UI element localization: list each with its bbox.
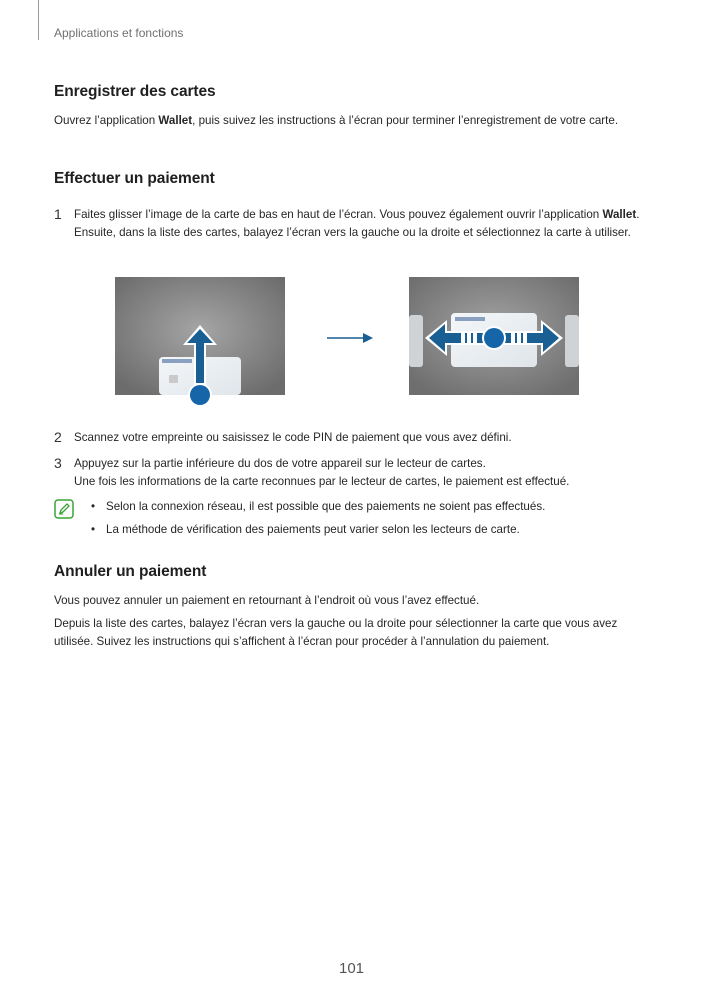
register-heading: Enregistrer des cartes bbox=[54, 83, 216, 100]
note-pencil-icon bbox=[54, 499, 74, 519]
step-number: 1 bbox=[54, 206, 62, 222]
header-rule bbox=[38, 0, 39, 40]
register-paragraph: Ouvrez l’application Wallet, puis suivez les instructions à l’écran pour terminer l’enregistrement de votre carte. bbox=[54, 114, 619, 127]
cancel-paragraph-2: Depuis la liste des cartes, balayez l’écran vers la gauche ou la droite pour sélectionner la carte que vous avez utilisée. Suivez les instructions qui s’affichent à l’écran pour procéder à l’annulation du paiement. bbox=[54, 617, 618, 648]
arrow-right-icon bbox=[327, 331, 375, 345]
card-image bbox=[409, 315, 423, 367]
step-number: 3 bbox=[54, 455, 62, 471]
cancel-heading: Annuler un paiement bbox=[54, 563, 207, 580]
cancel-paragraph-1: Vous pouvez annuler un paiement en retournant à l’endroit où vous l’avez effectué. bbox=[54, 594, 480, 607]
step-number: 2 bbox=[54, 429, 62, 445]
card-image bbox=[565, 315, 579, 367]
step-3-text: Appuyez sur la partie inférieure du dos de votre appareil sur le lecteur de cartes. Une fois les informations de la carte reconnues par le lecteur de cartes, le paiement est effectué. bbox=[74, 457, 570, 488]
section-header: Applications et fonctions bbox=[54, 26, 184, 40]
swipe-sideways-illustration bbox=[409, 277, 579, 395]
wallet-app-name: Wallet bbox=[158, 114, 193, 127]
step-1-text: Faites glisser l’image de la carte de bas en haut de l’écran. Vous pouvez également ouvrir l’application Wallet. Ensuite, dans la liste des cartes, balayez l’écran vers la gauche ou la droite et sélectionnez la carte à utiliser. bbox=[74, 208, 640, 239]
page-number: 101 bbox=[338, 960, 365, 977]
pay-heading: Effectuer un paiement bbox=[54, 170, 215, 187]
swipe-up-illustration bbox=[115, 277, 285, 409]
step-2-text: Scannez votre empreinte ou saisissez le code PIN de paiement que vous avez défini. bbox=[74, 431, 512, 444]
wallet-app-name: Wallet bbox=[602, 208, 637, 221]
